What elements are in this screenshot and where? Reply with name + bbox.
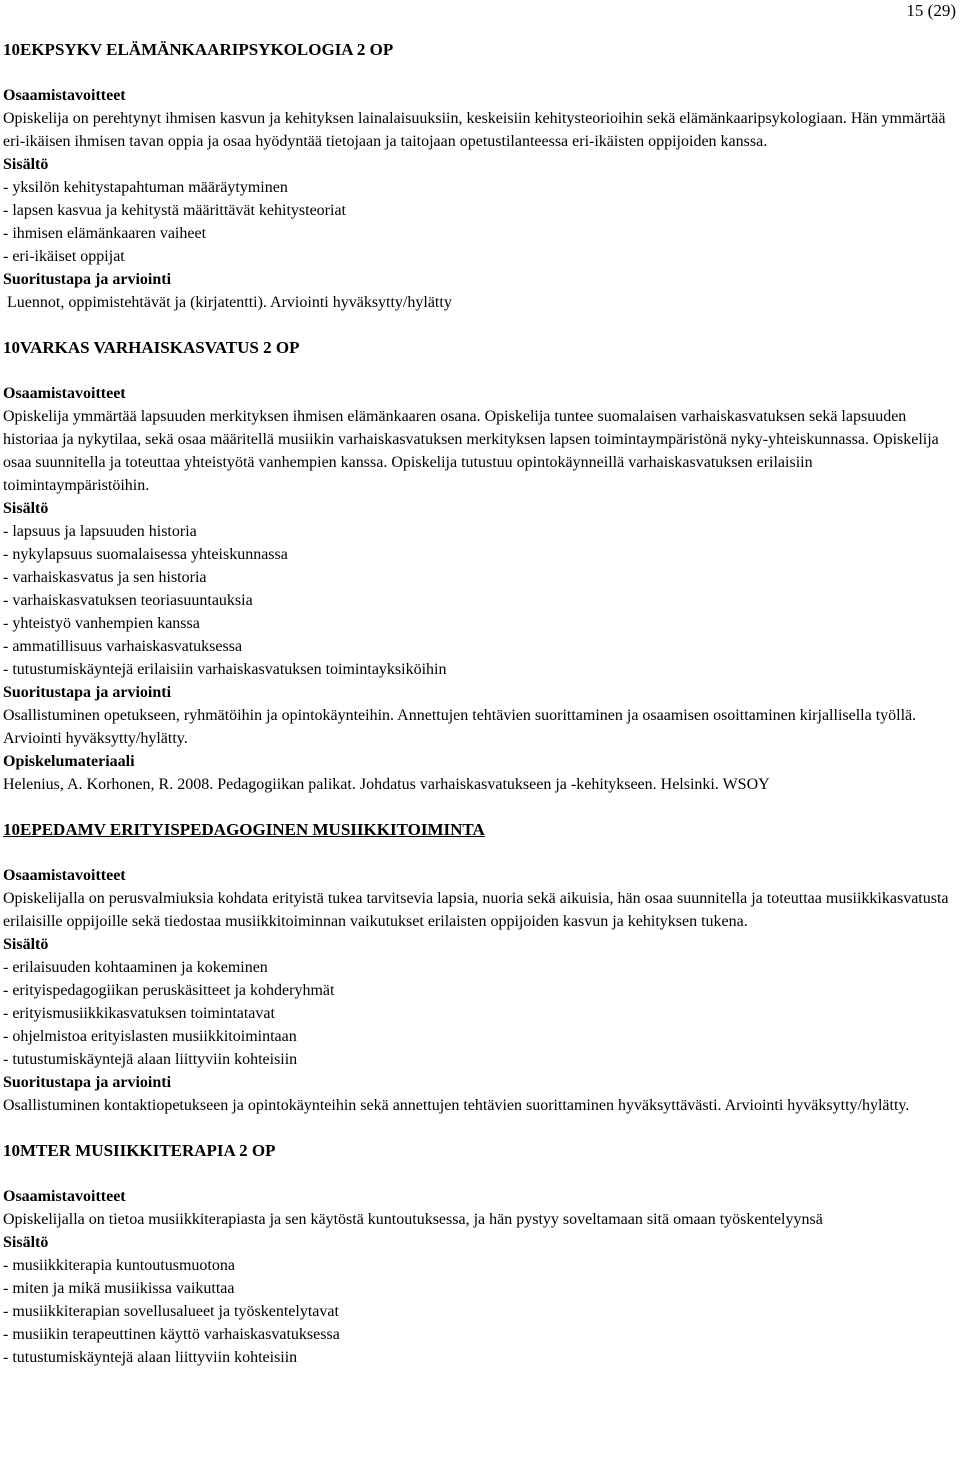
list-item: - miten ja mikä musiikissa vaikuttaa <box>3 1280 235 1297</box>
content-list <box>3 1254 953 1369</box>
page-number: 15 (29) <box>906 1 956 20</box>
section-heading: Suoritustapa ja arviointi <box>3 271 172 288</box>
list-item: - eri-ikäiset oppijat <box>3 248 125 265</box>
course-title: 10VARKAS VARHAISKASVATUS 2 OP <box>3 338 300 357</box>
list-item: - lapsen kasvua ja kehitystä määrittävät kehitysteoriat <box>3 202 346 219</box>
section-heading: Opiskelumateriaali <box>3 753 135 770</box>
section-paragraph: Helenius, A. Korhonen, R. 2008. Pedagogiikan palikat. Johdatus varhaiskasvatukseen ja -kehitykseen. Helsinki. WSOY <box>3 776 770 793</box>
section-paragraph: Opiskelijalla on tietoa musiikkiterapiasta ja sen käytöstä kuntoutuksessa, ja hän pystyy soveltamaan sitä omaan työskentelyynsä <box>3 1211 823 1228</box>
list-item: - yhteistyö vanhempien kanssa <box>3 615 200 632</box>
list-item: - yksilön kehitystapahtuman määräytyminen <box>3 179 288 196</box>
section-heading: Osaamistavoitteet <box>3 87 126 104</box>
section-heading: Suoritustapa ja arviointi <box>3 1074 172 1091</box>
list-item: - musiikkiterapian sovellusalueet ja työskentelytavat <box>3 1303 339 1320</box>
section-paragraph: Opiskelijalla on perusvalmiuksia kohdata erityistä tukea tarvitsevia lapsia, nuoria sekä aikuisia, hän osaa suunnitella ja toteuttaa musiikkikasvatusta erilaisille oppijoille sekä tiedostaa musiikkitoiminnan vaikutukset erilaisten oppijoiden kasvun ja kehityksen tukena. <box>3 890 953 930</box>
list-item: - nykylapsuus suomalaisessa yhteiskunnassa <box>3 546 288 563</box>
section-heading: Osaamistavoitteet <box>3 867 126 884</box>
list-item: - tutustumiskäyntejä alaan liittyviin kohteisiin <box>3 1051 298 1068</box>
section-heading: Sisältö <box>3 500 49 517</box>
list-item: - lapsuus ja lapsuuden historia <box>3 523 197 540</box>
section-heading: Suoritustapa ja arviointi <box>3 684 172 701</box>
course-section <box>3 818 953 1117</box>
section-heading: Sisältö <box>3 936 49 953</box>
section-paragraph: Osallistuminen opetukseen, ryhmätöihin ja opintokäynteihin. Annettujen tehtävien suorittaminen ja osaamisen osoittaminen kirjallisella työllä. Arviointi hyväksytty/hylätty. <box>3 707 920 747</box>
section-heading: Osaamistavoitteet <box>3 1188 126 1205</box>
section-paragraph: Opiskelija ymmärtää lapsuuden merkityksen ihmisen elämänkaaren osana. Opiskelija tuntee suomalaisen varhaiskasvatuksen sekä lapsuuden historiaa ja nykytilaa, sekä osaa määritellä musiikin varhaiskasvatuksen merkityksen lapsen toimintaympäristönä nyky-yhteiskunnassa. Opiskelija osaa suunnitella ja toteuttaa yhteistyötä vanhempien kanssa. Opiskelija tutustuu opintokäynneillä varhaiskasvatuksen erilaisiin toimintaympäristöihin. <box>3 408 943 494</box>
content-list <box>3 956 953 1071</box>
course-section <box>3 336 953 796</box>
section-heading: Sisältö <box>3 156 49 173</box>
list-item: - varhaiskasvatus ja sen historia <box>3 569 207 586</box>
course-section <box>3 1139 953 1369</box>
list-item: - tutustumiskäyntejä alaan liittyviin kohteisiin <box>3 1349 298 1366</box>
list-item: - musiikkiterapia kuntoutusmuotona <box>3 1257 235 1274</box>
list-item: - erityispedagogiikan peruskäsitteet ja kohderyhmät <box>3 982 335 999</box>
course-title: 10MTER MUSIIKKITERAPIA 2 OP <box>3 1141 276 1160</box>
section-paragraph: Osallistuminen kontaktiopetukseen ja opintokäynteihin sekä annettujen tehtävien suorittaminen hyväksyttävästi. Arviointi hyväksytty/hylätty. <box>3 1097 910 1114</box>
list-item: - ohjelmistoa erityislasten musiikkitoimintaan <box>3 1028 297 1045</box>
section-heading: Osaamistavoitteet <box>3 385 126 402</box>
content-list <box>3 520 953 681</box>
list-item: - erilaisuuden kohtaaminen ja kokeminen <box>3 959 268 976</box>
course-title: 10EPEDAMV ERITYISPEDAGOGINEN MUSIIKKITOIMINTA <box>3 820 485 839</box>
content-list <box>3 176 953 268</box>
list-item: - erityismusiikkikasvatuksen toimintatavat <box>3 1005 275 1022</box>
course-title: 10EKPSYKV ELÄMÄNKAARIPSYKOLOGIA 2 OP <box>3 40 394 59</box>
section-heading: Sisältö <box>3 1234 49 1251</box>
document-page <box>3 38 953 1369</box>
list-item: - varhaiskasvatuksen teoriasuuntauksia <box>3 592 253 609</box>
list-item: - ammatillisuus varhaiskasvatuksessa <box>3 638 243 655</box>
course-section <box>3 38 953 314</box>
list-item: - ihmisen elämänkaaren vaiheet <box>3 225 207 242</box>
list-item: - musiikin terapeuttinen käyttö varhaiskasvatuksessa <box>3 1326 340 1343</box>
section-paragraph: Opiskelija on perehtynyt ihmisen kasvun ja kehityksen lainalaisuuksiin, keskeisiin kehitysteorioihin sekä elämänkaaripsykologiaan. Hän ymmärtää eri-ikäisen ihmisen tavan oppia ja osaa hyödyntää tietojaan ja taitojaan opetustilanteessa eri-ikäisten oppijoiden kanssa. <box>3 110 950 150</box>
section-paragraph: Luennot, oppimistehtävät ja (kirjatentti). Arviointi hyväksytty/hylätty <box>3 294 452 311</box>
list-item: - tutustumiskäyntejä erilaisiin varhaiskasvatuksen toimintayksiköihin <box>3 661 447 678</box>
